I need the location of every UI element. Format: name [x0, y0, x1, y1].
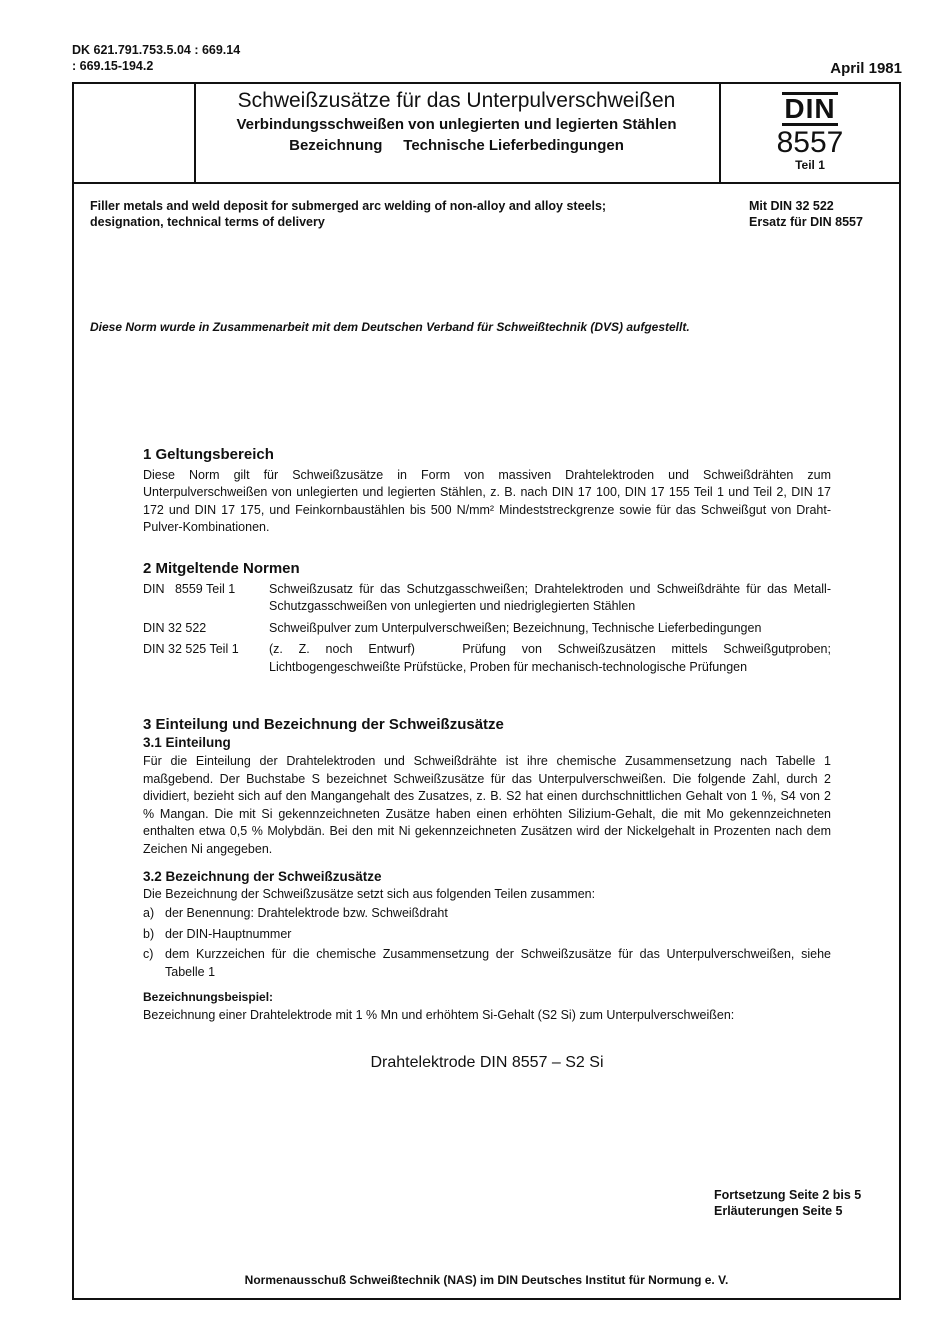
dk-classification [72, 42, 240, 74]
example-text: Bezeichnung einer Drahtelektrode mit 1 % Mn und erhöhtem Si-Gehalt (S2 Si) zum Unterpulverschweißen: [143, 1007, 735, 1022]
din-number-block [721, 86, 899, 172]
cooperation-note: Diese Norm wurde in Zusammenarbeit mit dem Deutschen Verband für Schweißtechnik (DVS) aufgestellt. [90, 320, 690, 334]
document-title: Schweißzusätze für das Unterpulverschweißen [237, 89, 676, 112]
section-3-2-intro: Die Bezeichnung der Schweißzusätze setzt sich aus folgenden Teilen zusammen: [143, 886, 596, 901]
publication-date: April 1981 [830, 60, 902, 77]
reference-item [143, 620, 831, 638]
din-part: Teil 1 [795, 158, 825, 172]
dk-line-2: : 669.15-194.2 [72, 59, 154, 73]
reference-text: (z. Z. noch Entwurf) Prüfung von Schweißzusätzen mittels Schweißgutproben; Lichtbogengeschweißte Prüfstücke, Proben für mechanisch-technologische Prüfungen [269, 642, 835, 674]
page-frame [72, 82, 901, 1300]
dk-line-1: DK 621.791.753.5.04 : 669.14 [72, 43, 241, 57]
section-3-1-text: Für die Einteilung der Drahtelektroden und Schweißdrähte ist ihre chemische Zusammensetzung nach Tabelle 1 maßgebend. Der Buchstabe S bezeichnet Schweißzusätze für das Unterpulverschweißen. Die folgende Zahl, durch 2 dividiert, bezieht sich auf den Mangangehalt des Zusatzes, z. B. S2 hat einen durchschnittlichen Gehalt von 1 %, S4 von 2 % Mangan. Die mit Si gekennzeichneten Zusätze haben einen erhöhten Silizium-Gehalt, die mit Mo gekennzeichneten enthalten etwa 0,5 % Molybdän. Bei den mit Ni gekennzeichneten Zusätzen wird der Nickelgehalt in Prozenten nach dem Zeichen Ni angegeben. [143, 754, 831, 856]
list-marker: a) [143, 906, 155, 920]
continuation-line-2: Erläuterungen Seite 5 [714, 1204, 843, 1218]
list-marker: b) [143, 926, 155, 941]
din-number: 8557 [776, 126, 844, 159]
list-text: dem Kurzzeichen für die chemische Zusammensetzung der Schweißzusätze für das Unterpulverschweißen, siehe Tabelle 1 [165, 947, 831, 979]
section-1-heading: 1 Geltungsbereich [143, 446, 274, 463]
section-1 [143, 446, 831, 537]
list-marker: c) [143, 947, 154, 961]
reference-text: Schweißpulver zum Unterpulverschweißen; Bezeichnung, Technische Lieferbedingungen [269, 620, 762, 635]
designation-parts-list [143, 905, 831, 981]
reference-text: Schweißzusatz für das Schutzgasschweißen; Drahtelektroden und Schweißdrähte für das Metall-Schutzgasschweißen von unlegierten und niedriglegierten Stählen [269, 581, 831, 613]
reference-id: DIN 8559 Teil 1 [143, 581, 236, 596]
reference-id: DIN 32 522 [143, 620, 207, 635]
header-divider [72, 182, 901, 184]
section-2 [143, 560, 835, 680]
english-title-line-2: designation, technical terms of delivery [90, 215, 325, 229]
list-text: der DIN-Hauptnummer [165, 926, 292, 941]
document-subtitle-1: Verbindungsschweißen von unlegierten und legierten Stählen [236, 116, 677, 133]
list-item [143, 926, 831, 944]
english-title-line-1: Filler metals and weld deposit for submerged arc welding of non-alloy and alloy steels; [90, 199, 607, 213]
section-3 [143, 716, 831, 1024]
title-block [196, 88, 717, 156]
section-3-2-heading: 3.2 Bezeichnung der Schweißzusätze [143, 869, 382, 884]
list-item [143, 946, 831, 981]
reference-item [143, 641, 835, 676]
publisher-footer: Normenausschuß Schweißtechnik (NAS) im DIN Deutsches Institut für Normung e. V. [244, 1273, 729, 1287]
section-3-heading: 3 Einteilung und Bezeichnung der Schweißzusätze [143, 716, 504, 733]
continuation-line-1: Fortsetzung Seite 2 bis 5 [714, 1188, 862, 1202]
english-title [90, 198, 606, 230]
list-text: der Benennung: Drahtelektrode bzw. Schweißdraht [165, 906, 448, 920]
document-subtitle-2: Bezeichnung Technische Lieferbedingungen [289, 137, 624, 154]
example-designation: Drahtelektrode DIN 8557 – S2 Si [370, 1054, 604, 1071]
continuation-note [714, 1187, 861, 1219]
reference-item [143, 581, 831, 616]
section-1-text: Diese Norm gilt für Schweißzusätze in Form von massiven Drahtelektroden und Schweißdrähten zum Unterpulverschweißen von unlegierten und legierten Stählen, z. B. nach DIN 17 100, DIN 17 155 Teil 1 und Teil 2, DIN 17 172 und DIN 17 175, und Feinkornbaustählen bis 500 N/mm² Mindeststreckgrenze sowie für das Schweißgut von Draht-Pulver-Kombinationen. [143, 467, 831, 534]
example-heading: Bezeichnungsbeispiel: [143, 990, 274, 1004]
list-item [143, 905, 831, 923]
section-3-1-heading: 3.1 Einteilung [143, 734, 231, 750]
related-line-2: Ersatz für DIN 8557 [749, 215, 863, 229]
din-logo: DIN [784, 93, 836, 124]
section-2-heading: 2 Mitgeltende Normen [143, 560, 300, 577]
reference-id: DIN 32 525 Teil 1 [143, 642, 239, 656]
related-line-1: Mit DIN 32 522 [749, 199, 834, 213]
related-standards [749, 198, 863, 230]
reference-list [143, 581, 835, 677]
